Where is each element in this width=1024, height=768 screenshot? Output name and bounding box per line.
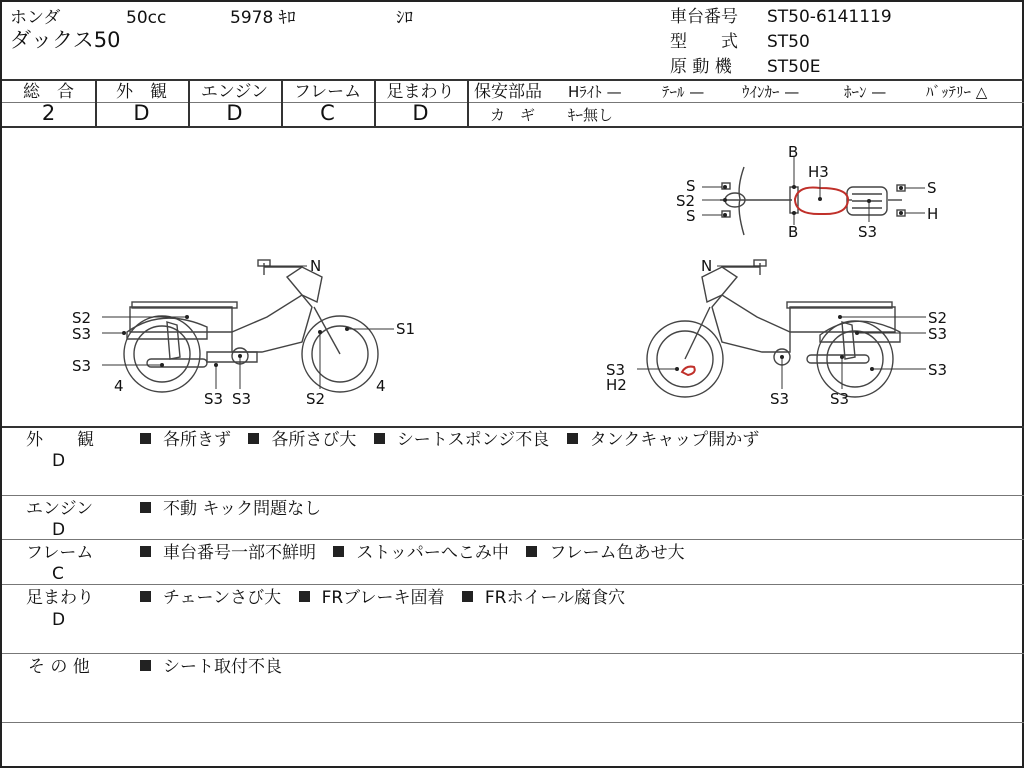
bike-right-view	[647, 260, 900, 397]
grade-frame: C	[320, 101, 335, 125]
divider	[2, 722, 1024, 723]
color: ｼﾛ	[396, 8, 413, 28]
divider	[2, 539, 1024, 540]
divider	[2, 495, 1024, 496]
frame-no-label: 車台番号	[670, 7, 738, 27]
diagram-label: S1	[396, 320, 416, 338]
diagram-label: S3	[770, 390, 790, 408]
key-value: ｷｰ無し	[568, 106, 614, 124]
note-category-frame: フレーム	[26, 543, 94, 563]
diagram-label: 4	[376, 377, 386, 395]
damage-diagram	[2, 127, 1022, 427]
divider	[2, 584, 1024, 585]
note-category-exterior: 外 観	[26, 430, 94, 450]
diagram-label: S3	[72, 325, 92, 343]
diagram-label: S2	[676, 192, 696, 210]
diagram-label: 4	[114, 377, 124, 395]
bullet-icon	[526, 546, 537, 557]
bullet-icon	[333, 546, 344, 557]
damage-mark-h3	[795, 187, 848, 214]
safety-item-winker: ｳｲﾝｶｰ —	[742, 83, 800, 101]
divider	[468, 102, 1024, 103]
diagram-label: S3	[928, 325, 948, 343]
grade-header-exterior: 外 観	[116, 82, 167, 102]
note-category-engine: エンジン	[26, 499, 94, 519]
note-grade-suspension: D	[52, 610, 66, 630]
bullet-icon	[140, 502, 151, 513]
grade-header-total: 総 合	[23, 82, 74, 102]
grade-header-engine: エンジン	[200, 82, 269, 102]
grade-suspension: D	[412, 101, 429, 125]
diagram-label: S2	[72, 309, 92, 327]
diagram-label: B	[788, 143, 799, 161]
grade-header-frame: フレーム	[293, 82, 362, 102]
maker: ホンダ	[10, 8, 61, 28]
diagram-label: S3	[858, 223, 878, 241]
diagram-label: H2	[606, 376, 627, 394]
note-category-suspension: 足まわり	[26, 588, 94, 608]
note-items-exterior: 各所きず 各所さび大 シートスポンジ不良 タンクキャップ開かず	[140, 430, 771, 450]
diagram-label: S3	[72, 357, 92, 375]
divider	[467, 79, 469, 127]
note-grade-engine: D	[52, 520, 66, 540]
bullet-icon	[140, 591, 151, 602]
note-grade-exterior: D	[52, 451, 66, 471]
note-items-other: シート取付不良	[140, 657, 294, 677]
diagram-label: S	[927, 179, 937, 197]
divider	[2, 79, 1024, 81]
note-grade-frame: C	[52, 564, 64, 584]
diagram-label: B	[788, 223, 799, 241]
safety-item-horn: ﾎｰﾝ —	[844, 83, 887, 101]
bullet-icon	[299, 591, 310, 602]
bullet-icon	[140, 660, 151, 671]
diagram-label: S3	[830, 390, 850, 408]
grade-exterior: D	[133, 101, 150, 125]
diagram-label: S	[686, 207, 696, 225]
diagram-label: N	[701, 257, 713, 275]
diagram-label: S3	[928, 361, 948, 379]
engine-value: ST50E	[767, 57, 821, 77]
type-value: ST50	[767, 32, 810, 52]
bullet-icon	[567, 433, 578, 444]
grade-total: 2	[41, 101, 56, 125]
frame-no: ST50-6141119	[767, 7, 892, 27]
diagram-label: S2	[306, 390, 326, 408]
bullet-icon	[462, 591, 473, 602]
key-label: カ ギ	[490, 106, 536, 124]
type-label: 型 式	[670, 32, 738, 52]
mileage: 5978 ｷﾛ	[230, 8, 296, 28]
safety-item-headlight: Hﾗｲﾄ —	[568, 83, 622, 101]
grade-engine: D	[226, 101, 243, 125]
bullet-icon	[140, 433, 151, 444]
bullet-icon	[140, 546, 151, 557]
safety-item-battery: ﾊﾞｯﾃﾘｰ △	[926, 83, 988, 101]
bike-left-view	[124, 260, 378, 392]
safety-item-tail: ﾃｰﾙ —	[662, 83, 705, 101]
diagram-label: S	[686, 177, 696, 195]
bullet-icon	[248, 433, 259, 444]
diagram-label: H	[927, 205, 939, 223]
diagram-label: S3	[204, 390, 224, 408]
engine-label: 原 動 機	[670, 57, 732, 77]
note-items-suspension: チェーンさび大 FRブレーキ固着 FRホイール腐食穴	[140, 588, 637, 608]
damage-mark-h2	[682, 367, 695, 375]
note-items-engine: 不動 キック問題なし	[140, 499, 333, 519]
divider	[2, 653, 1024, 654]
bullet-icon	[374, 433, 385, 444]
diagram-label: S3	[232, 390, 252, 408]
diagram-label: N	[310, 257, 322, 275]
displacement: 50cc	[126, 8, 167, 28]
diagram-label: S3	[606, 361, 626, 379]
diagram-label: H3	[808, 163, 829, 181]
model-name: ダックス50	[10, 28, 121, 52]
note-items-frame: 車台番号一部不鮮明 ストッパーへこみ中 フレーム色あせ大	[140, 543, 697, 563]
grade-header-suspension: 足まわり	[386, 82, 455, 102]
diagram-label: S2	[928, 309, 948, 327]
safety-label: 保安部品	[474, 82, 542, 102]
note-category-other: そ の 他	[28, 657, 90, 677]
